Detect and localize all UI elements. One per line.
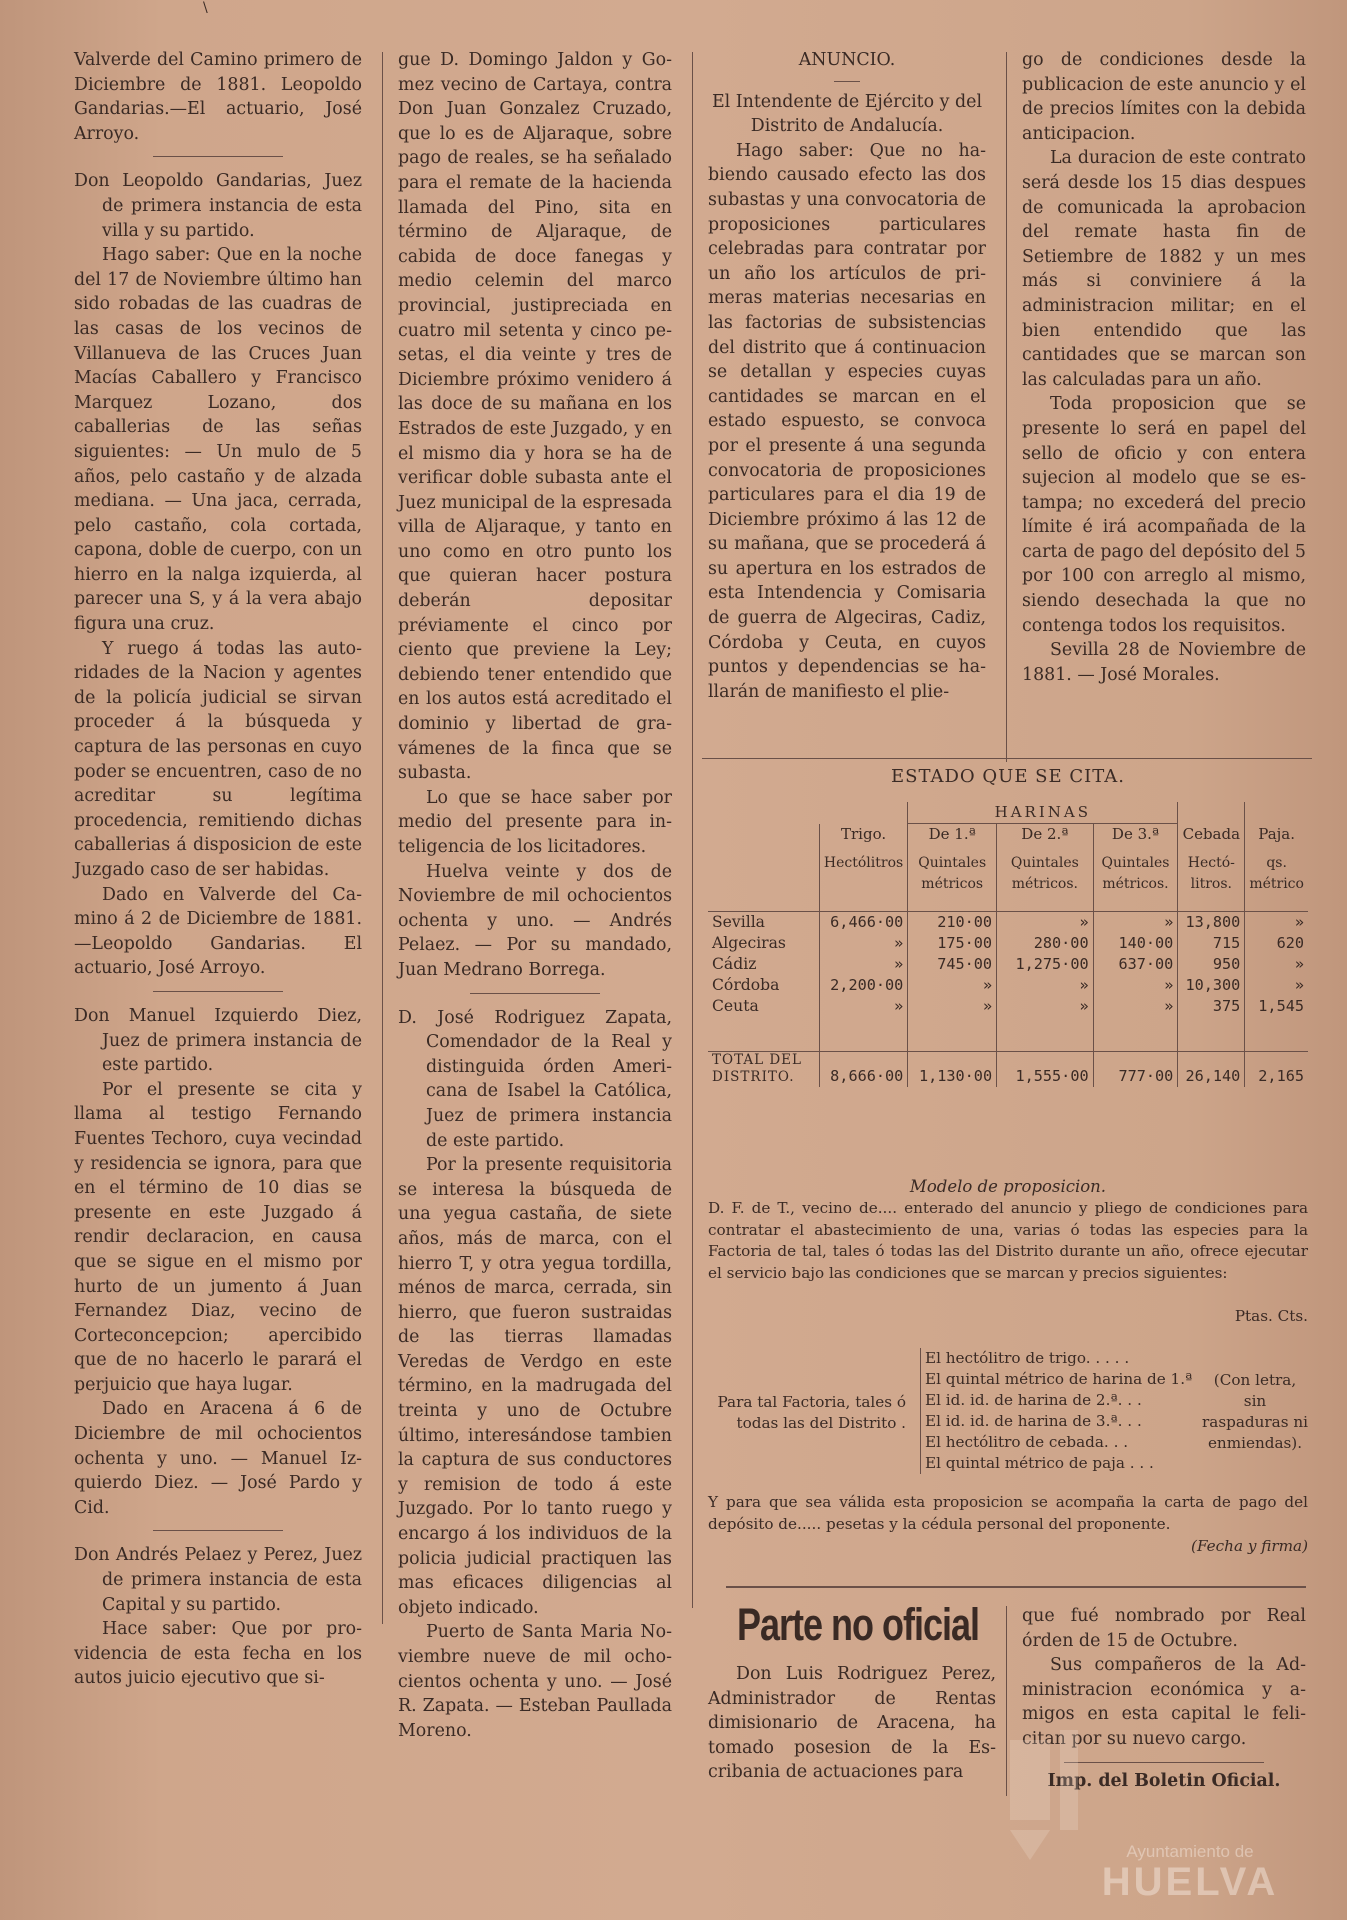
cell: » <box>997 996 1094 1017</box>
text-block: Valverde del Camino primero de Diciembre de 1881. Leopoldo Gandarias.—El actuario, José Arroyo. <box>74 50 362 144</box>
cell: 715 <box>1178 933 1245 954</box>
section-rule-estado <box>702 758 1312 759</box>
cell: 1,545 <box>1245 996 1308 1017</box>
modelo-title: Modelo de proposicion. <box>909 1177 1107 1196</box>
cell: » <box>1093 975 1178 996</box>
cell: 375 <box>1178 996 1245 1017</box>
separator <box>153 1530 283 1531</box>
column-4 <box>1022 48 1306 687</box>
cell: » <box>1245 975 1308 996</box>
cell: 140·00 <box>1093 933 1178 954</box>
table-row <box>708 912 1308 934</box>
text-block: Huelva veinte y dos de Noviembre de mil ochocientos ochenta y uno. — Andrés Pelaez. — Por su mandado, Juan Medrano Borrega. <box>398 861 672 980</box>
section-rule-parte <box>726 1586 1306 1588</box>
cell: 10,300 <box>1178 975 1245 996</box>
cell: » <box>997 912 1094 934</box>
cell: 26,140 <box>1178 1052 1245 1088</box>
row-place: Cádiz <box>712 955 757 973</box>
separator <box>834 81 860 82</box>
column-1 <box>74 48 362 1691</box>
parte-title: Parte no oficial <box>736 1598 980 1650</box>
imprenta: Imp. del Boletin Oficial. <box>1047 1770 1281 1791</box>
cell: 175·00 <box>908 933 997 954</box>
text-block: gue D. Domingo Jaldon y Gomez vecino de Cartaya, contra Don Juan Gonzalez Cruzado, que lo es de Aljaraque, sobre pago de reales, se ha señalado para el remate de la hacienda llamada del Pino, sita en término de Aljaraque, de cabida de doce fanegas y medio celemin del marco provincial, justipreciada en cuatro mil setenta y cinco pesetas, el dia veinte y tres de Diciembre próximo venidero á las doce de su mañana en los Estrados de este Juzgado, y en el mismo dia y hora se ha de verificar doble subasta ante el Juez municipal de la espresada villa de Aljaraque, y tanto en uno como en otro punto los que quieran hacer postura deberán depositar préviamente el cinco por ciento que previene la Ley; debiendo tener entendido que en los autos está acreditado el dominio y libertad de gravámenes de la finca que se subasta. <box>398 50 672 784</box>
col-header: De 2.ª <box>997 824 1094 846</box>
cell: 1,275·00 <box>997 954 1094 975</box>
cell: 1,555·00 <box>997 1052 1094 1088</box>
cell: 745·00 <box>908 954 997 975</box>
cell: 13,800 <box>1178 912 1245 934</box>
column-2 <box>398 48 672 1743</box>
cell: 2,165 <box>1245 1052 1308 1088</box>
cell: » <box>997 975 1094 996</box>
cell: » <box>819 933 907 954</box>
watermark-text <box>1072 1842 1308 1902</box>
text-block: Por la presente requisitoria se interesa la búsqueda de una yegua castaña, de siete años, más de marca, con el hierro T, y otra yegua tordilla, ménos de marca, cerrada, sin hierro, que fueron sustraidas de las tierras llamadas Veredas de Verdgo en este término, en la madrugada del treinta y uno de Octubre último, interesándose tambien la captura de sus conductores y remision de todo á este Juzgado. Por lo tanto ruego y encargo á los individuos de la policia judicial practiquen las mas eficaces diligencias al objeto indicado. <box>398 1155 672 1618</box>
cell: 620 <box>1245 933 1308 954</box>
anuncio-title: ANUNCIO. <box>798 50 896 70</box>
cell: 280·00 <box>997 933 1094 954</box>
table-row <box>708 975 1308 996</box>
text-block: Por el presente se cita y llama al testigo Fernando Fuentes Techoro, cuya vecindad y residencia se ignora, para que en el término de 10 dias se presente en este Juzgado á rendir declaracion, en causa que se sigue en el mismo por hurto de un jumento á Juan Fernandez Diaz, vecino de Corteconcepcion; apercibido que de no hacerlo le parará el perjuicio que haya lugar. <box>74 1079 362 1395</box>
col-unit: Quintales métricos. <box>1093 845 1178 895</box>
cell: » <box>908 975 997 996</box>
text-block: Don Luis Rodriguez Perez, Administrador de Rentas dimisionario de Aracena, ha tomado posesion de la Escribania de actuaciones para <box>708 1664 996 1783</box>
list-item: El id. id. de harina de 3.ª. . . <box>925 1412 1142 1430</box>
text-block: Dado en Aracena á 6 de Diciembre de mil ochocientos ochenta y uno. — Manuel Izquierdo Diez. — José Pardo y Cid. <box>74 1399 362 1518</box>
row-place: Algeciras <box>712 934 786 952</box>
text-block: que fué nombrado por Real órden de 15 de Octubre. <box>1022 1606 1306 1651</box>
col-header: Cebada <box>1178 824 1245 846</box>
cell: » <box>908 996 997 1017</box>
column-3 <box>708 48 986 704</box>
row-place: Sevilla <box>708 912 819 934</box>
col-header: De 3.ª <box>1093 824 1178 846</box>
table-row <box>708 933 1308 954</box>
row-place: Córdoba <box>712 976 780 994</box>
text-block: Lo que se hace saber por medio del presente para inteligencia de los licitadores. <box>398 787 672 857</box>
col-unit: Hectólitros <box>819 845 907 895</box>
text-block: Dado en Valverde del Camino á 2 de Diciembre de 1881.—Leopoldo Gandarias. El actuario, José Arroyo. <box>74 884 362 979</box>
parte-body <box>708 1662 996 1785</box>
text-block: Hago saber: Que no habiendo causado efecto las dos subastas y una convocatoria de proposiciones particulares celebradas para contratar por un año los artículos de primeras materias necesarias en las factorias de subsistencias del distrito que á continuacion se detallan y especies cuyas cantidades se marcan en el estado espuesto, se convoca por el presente á una segunda convocatoria de proposiciones particulares para el dia 19 de Diciembre próximo á las 12 de su mañana, que se procederá á su apertura en los estrados de esta Intendencia y Comisaria de guerra de Algeciras, Cadiz, Córdoba y Ceuta, en cuyos puntos y dependencias se hallarán de manifiesto el plie- <box>708 140 986 702</box>
text-block: Toda proposicion que se presente lo será en papel del sello de oficio y con entera sujecion al modelo que se estampa; no excederá del precio límite é irá acompañada de la carta de pago del depósito del 5 por 100 con arreglo al mismo, siendo desechada la que no contenga todos los requisitos. <box>1022 394 1306 636</box>
cell: 777·00 <box>1093 1052 1178 1088</box>
separator <box>153 991 283 992</box>
col-unit: Quintales métricos. <box>997 845 1094 895</box>
text-block: La duracion de este contrato será desde los 15 dias despues de comunicada la aprobacion del remate hasta fin de Setiembre de 1882 y un mes más si conviniere á la administracion militar; en el bien entendido que las cantidades que se marcan son las calculadas para un año. <box>1022 148 1306 390</box>
separator <box>470 993 600 994</box>
ptas-label: Ptas. Cts. <box>1234 1307 1308 1325</box>
separator <box>153 156 283 157</box>
text-block: Hago saber: Que en la noche del 17 de Noviembre último han sido robadas de las cuadras de las casas de los vecinos de Villanueva de las Cruces Juan Macías Caballero y Francisco Marquez Lozano, dos caballerias de las señas siguientes: — Un mulo de 5 años, pelo castaño y de alzada mediana. — Una jaca, cerrada, pelo castaño, cola cortada, capona, doble de cuerpo, con un hierro en la nalga izquierda, al parecer una S, y á la vera abajo figura una cruz. <box>74 245 362 635</box>
col-header: Trigo. <box>819 824 907 846</box>
cell: » <box>819 996 907 1017</box>
col-unit: Quintales métricos <box>908 845 997 895</box>
cell: » <box>1093 912 1178 934</box>
cell: » <box>1093 996 1178 1017</box>
modelo-body: D. F. de T., vecino de.... enterado del anuncio y pliego de condiciones para contratar el abastecimiento de una, varias ó todas las especies para la Factoria de tal, tales ó todas las del Distrito durante un año, ofrece ejecutar el servicio bajo las condiciones que se marcan y precios siguientes: <box>708 1199 1308 1282</box>
harinas-header: HARINAS <box>908 802 1178 824</box>
column-rule-2 <box>692 52 693 1608</box>
table-row <box>708 996 1308 1017</box>
edict-header: Don Manuel Izquierdo Diez, Juez de primera instancia de este partido. <box>74 1005 362 1076</box>
cell: 950 <box>1178 954 1245 975</box>
list-item: El id. id. de harina de 2.ª. . . <box>925 1391 1142 1409</box>
cell: » <box>1245 912 1308 934</box>
cell: 1,130·00 <box>908 1052 997 1088</box>
text-block: Puerto de Santa Maria Noviembre nueve de mil ochocientos ochenta y uno. — José R. Zapata. — Esteban Paullada Moreno. <box>398 1622 672 1741</box>
text-block: Y ruego á todas las autoridades de la Nacion y agentes de la policía judicial se sirvan proceder á la búsqueda y captura de las personas en cuyo poder se encuentren, caso de no acreditar su legítima procedencia, remitiendo dichas caballerias á disposicion de este Juzgado caso de ser habidas. <box>74 638 362 880</box>
total-row <box>708 1052 1308 1088</box>
table-row <box>708 954 1308 975</box>
watermark-line1: Ayuntamiento de <box>1126 1842 1254 1861</box>
modelo-items <box>920 1348 1205 1474</box>
edict-header: Don Andrés Pelaez y Perez, Juez de primera instancia de esta Capital y su partido. <box>74 1545 362 1615</box>
text-block: Hace saber: Que por providencia de esta fecha en los autos juicio ejecutivo que si- <box>74 1619 362 1689</box>
list-item: El quintal métrico de paja . . . <box>925 1454 1154 1472</box>
text-block: Sevilla 28 de Noviembre de 1881. — José Morales. <box>1022 640 1306 685</box>
text-block: Sus compañeros de la Administracion económica y amigos en esta capital le felicitan por su nuevo cargo. <box>1022 1655 1306 1749</box>
cell: 8,666·00 <box>819 1052 907 1088</box>
cell: 637·00 <box>1093 954 1178 975</box>
list-item: El quintal métrico de harina de 1.ª <box>925 1370 1193 1388</box>
cell: 2,200·00 <box>819 975 907 996</box>
col-header: Paja. <box>1245 824 1308 846</box>
column-rule-1 <box>382 52 383 1624</box>
cell: » <box>819 954 907 975</box>
modelo-left-label: Para tal Factoria, tales ó todas las del Distrito . <box>717 1393 906 1432</box>
estado-title: ESTADO QUE SE CITA. <box>890 766 1125 787</box>
col-header: De 1.ª <box>908 824 997 846</box>
edict-header: D. José Rodriguez Zapata, Comendador de la Real y distinguida órden Americana de Isabel la Católica, Juez de primera instancia de este partido. <box>398 1007 672 1151</box>
total-label: TOTAL DEL DISTRITO. <box>708 1052 819 1088</box>
list-item: El hectólitro de trigo. . . . . <box>925 1349 1130 1367</box>
text-block: go de condiciones desde la publicacion de este anuncio y el de precios límites con la debida anticipacion. <box>1022 50 1306 144</box>
estado-table <box>708 802 1308 1087</box>
cell: 6,466·00 <box>819 912 907 934</box>
edict-header: Don Leopoldo Gandarias, Juez de primera instancia de esta villa y su partido. <box>74 171 362 241</box>
modelo-right-note: (Con letra, sin raspaduras ni enmiendas). <box>1202 1371 1308 1452</box>
page-mark: \ <box>203 0 208 16</box>
row-place: Ceuta <box>712 997 759 1015</box>
cell: 210·00 <box>908 912 997 934</box>
col-unit: Hectólitros. <box>1178 845 1245 895</box>
cell: » <box>1245 954 1308 975</box>
anuncio-header: El Intendente de Ejército y del Distrito de Andalucía. <box>711 91 983 137</box>
fecha-firma: (Fecha y firma) <box>1191 1537 1308 1555</box>
list-item: El hectólitro de cebada. . . <box>925 1433 1129 1451</box>
modelo-foot: Y para que sea válida esta proposicion se acompaña la carta de pago del depósito de..... pesetas y la cédula personal del proponente. <box>708 1493 1308 1533</box>
col-unit: qs. métrico <box>1245 845 1308 895</box>
watermark-line2: HUELVA <box>1101 1860 1279 1904</box>
column-rule-3 <box>1006 52 1007 762</box>
